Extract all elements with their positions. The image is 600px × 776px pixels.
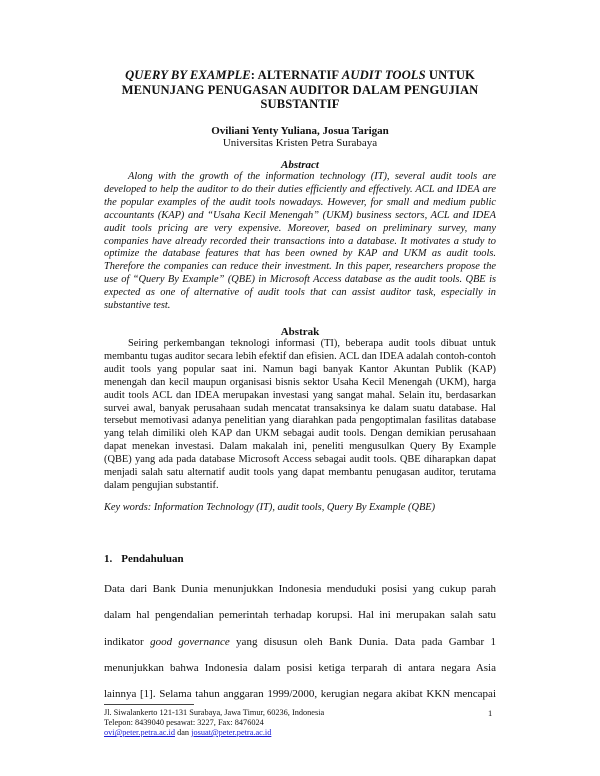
title-line-2: MENUNJANG PENUGASAN AUDITOR DALAM PENGUJIAN xyxy=(121,82,479,97)
abstrak-text: Seiring perkembangan teknologi informasi (TI), beberapa audit tools dibuat untuk membantu tugas auditor secara lebih efektif dan efisien. ACL dan IDEA adalah contoh-contoh audit tools yang popular saat ini. Namun bagi banyak Kantor Akuntan Publik (KAP) menengah dan kecil maupun organisasi bisnis sektor Usaha Kecil Menengah (UKM), harga audit tools ACL dan IDEA merupakan investasi yang sangat mahal. Selain itu, berdasarkan survei awal, banyak perusahaan sudah mencatat transaksinya ke dalam suatu database. Hal tersebut memotivasi adanya penelitian yang diarahkan pada pengoptimalan fasilitas database yang telah dimiliki oleh KAP dan UKM sebagai audit tools. Dengan demikian perusahaan dapat menekan investasi. Dalam makalah ini, peneliti mengusulkan Query By Example (QBE) yang ada pada database Microsoft Access sebagai audit tools. QBE diharapkan dapat menjadi salah satu alternatif audit tools yang dapat membantu penugasan auditor, terutama dalam pengujian substantif. xyxy=(104,338,496,491)
section-number: 1. xyxy=(104,553,113,565)
email-link-1[interactable]: ovi@peter.petra.ac.id xyxy=(104,728,175,737)
body-line: indikator good governance yang disusun oleh Bank Dunia. Data pada Gambar 1 xyxy=(104,635,497,648)
abstract-heading: Abstract xyxy=(281,159,319,171)
abstract-text: Along with the growth of the information technology (IT), several audit tools are developed to help the auditor to do their duties efficiently and effectively. ACL and IDEA are the popular examples of the audit tools nowadays. However, for small and medium public accountants (KAP) and “Usaha Kecil Menengah” (UKM) business sectors, ACL and IDEA audit tools pricing are very expensive. Moreover, based on preliminary survey, many companies have already recorded their transactions into a database. It motivates a study to optimize the database features that has been owned by KAP and UKM as audit tools. Therefore the companies can reduce their investment. In this paper, researchers propose the use of “Query By Example” (QBE) in Microsoft Access database as the audit tools. QBE is expected as one of alternative of audit tools that can assist auditor task, especially in substantive test. xyxy=(104,171,496,312)
title-line-1: QUERY BY EXAMPLE: ALTERNATIF AUDIT TOOLS UNTUK xyxy=(125,68,475,82)
title-line-3: SUBSTANTIF xyxy=(260,97,340,111)
footnote xyxy=(104,708,324,738)
paper-title xyxy=(90,68,510,112)
section-title: Pendahuluan xyxy=(121,553,184,565)
body-paragraph xyxy=(104,576,496,707)
section-heading xyxy=(104,553,193,565)
body-line: dalam hal pengendalian pemerintah terhadap korupsi. Hal ini merupakan salah satu xyxy=(104,609,496,622)
page-number: 1 xyxy=(488,708,493,718)
footnote-phone: Telepon: 8439040 pesawat: 3227, Fax: 8476024 xyxy=(104,718,264,727)
body-line: Data dari Bank Dunia menunjukkan Indonesia menduduki posisi yang cukup parah xyxy=(104,583,496,595)
affiliation: Universitas Kristen Petra Surabaya xyxy=(222,137,378,149)
keywords: Key words: Information Technology (IT), audit tools, Query By Example (QBE) xyxy=(104,502,436,513)
body-line: lainnya [1]. Selama tahun anggaran 1999/2000, kerugian negara akibat KKN mencapai xyxy=(104,688,496,701)
footnote-address: Jl. Siwalankerto 121-131 Surabaya, Jawa Timur, 60236, Indonesia xyxy=(104,708,325,717)
footnote-emails: ovi@peter.petra.ac.id dan josuat@peter.petra.ac.id xyxy=(104,728,272,737)
footnote-divider xyxy=(104,704,194,705)
authors: Oviliani Yenty Yuliana, Josua Tarigan xyxy=(211,125,389,137)
email-link-2[interactable]: josuat@peter.petra.ac.id xyxy=(191,728,272,737)
abstrak-heading: Abstrak xyxy=(280,326,320,338)
body-line: menunjukkan bahwa Indonesia dalam posisi ketiga terparah di antara negara Asia xyxy=(104,661,496,674)
